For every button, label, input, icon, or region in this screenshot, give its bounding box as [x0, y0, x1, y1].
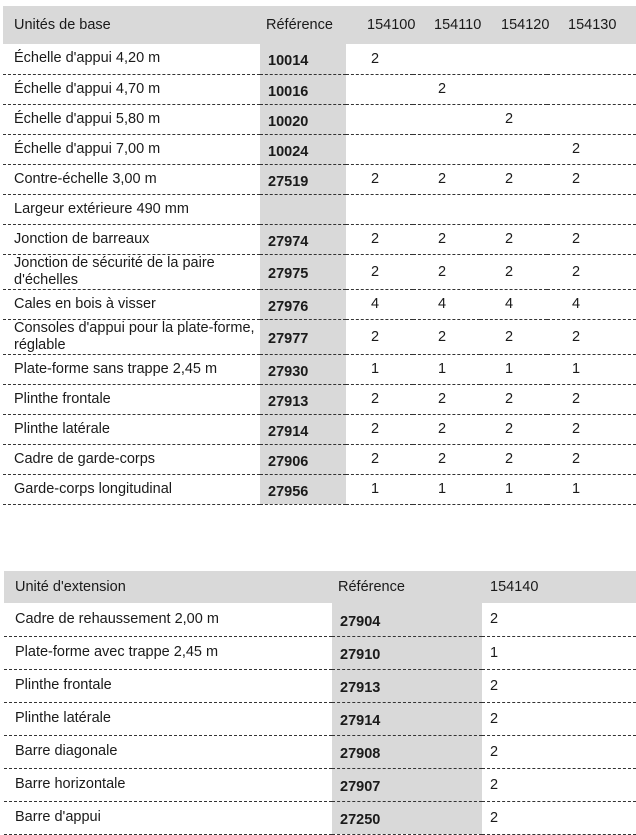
quantity-cell [547, 104, 636, 134]
quantity-cell: 2 [480, 224, 547, 254]
quantity-cell: 2 [346, 254, 413, 289]
quantity-cell: 4 [480, 289, 547, 319]
header-col-154130: 154130 [547, 6, 636, 44]
quantity-cell: 2 [482, 603, 636, 636]
item-name: Plinthe latérale [3, 414, 260, 444]
item-reference: 10020 [260, 104, 346, 134]
quantity-cell [346, 134, 413, 164]
item-reference: 27904 [332, 603, 482, 636]
quantity-cell [547, 44, 636, 74]
quantity-cell: 4 [547, 289, 636, 319]
table-row [3, 44, 636, 74]
item-name: Échelle d'appui 4,20 m [3, 44, 260, 74]
table-row [4, 801, 636, 834]
table-row [3, 254, 636, 289]
quantity-cell: 2 [547, 254, 636, 289]
quantity-cell [547, 74, 636, 104]
quantity-cell: 2 [346, 384, 413, 414]
quantity-cell [346, 194, 413, 224]
table-row [4, 636, 636, 669]
quantity-cell [413, 104, 480, 134]
item-reference: 27519 [260, 164, 346, 194]
item-name: Barre horizontale [4, 768, 332, 801]
table-row [3, 319, 636, 354]
quantity-cell: 2 [480, 254, 547, 289]
quantity-cell: 2 [547, 384, 636, 414]
item-name: Largeur extérieure 490 mm [3, 194, 260, 224]
quantity-cell: 2 [413, 384, 480, 414]
header-reference-ext: Référence [332, 571, 482, 603]
item-name: Barre diagonale [4, 735, 332, 768]
item-name: Plinthe frontale [3, 384, 260, 414]
quantity-cell: 1 [480, 474, 547, 504]
quantity-cell: 2 [346, 224, 413, 254]
quantity-cell: 4 [346, 289, 413, 319]
quantity-cell: 1 [547, 354, 636, 384]
header-col-154120: 154120 [480, 6, 547, 44]
item-name: Échelle d'appui 4,70 m [3, 74, 260, 104]
quantity-cell: 2 [547, 164, 636, 194]
quantity-cell: 2 [547, 134, 636, 164]
quantity-cell: 2 [482, 702, 636, 735]
quantity-cell: 2 [482, 801, 636, 834]
item-name: Plinthe frontale [4, 669, 332, 702]
item-reference: 27975 [260, 254, 346, 289]
item-name: Jonction de barreaux [3, 224, 260, 254]
quantity-cell: 2 [413, 224, 480, 254]
quantity-cell: 2 [480, 414, 547, 444]
item-name: Plinthe latérale [4, 702, 332, 735]
quantity-cell [480, 74, 547, 104]
quantity-cell: 2 [346, 164, 413, 194]
table-row [4, 768, 636, 801]
item-name: Garde-corps longitudinal [3, 474, 260, 504]
quantity-cell: 2 [482, 669, 636, 702]
quantity-cell: 1 [413, 354, 480, 384]
item-reference: 27974 [260, 224, 346, 254]
item-name: Jonction de sécurité de la paire d'échelles [3, 254, 260, 289]
item-reference: 27914 [260, 414, 346, 444]
quantity-cell: 2 [346, 414, 413, 444]
item-reference: 27976 [260, 289, 346, 319]
item-reference: 27906 [260, 444, 346, 474]
item-reference: 27977 [260, 319, 346, 354]
quantity-cell: 2 [346, 319, 413, 354]
quantity-cell: 2 [482, 768, 636, 801]
table-row [3, 104, 636, 134]
quantity-cell: 2 [346, 444, 413, 474]
table-row [3, 354, 636, 384]
item-name: Contre-échelle 3,00 m [3, 164, 260, 194]
extension-units-table [4, 571, 636, 835]
quantity-cell [413, 194, 480, 224]
item-name: Cadre de garde-corps [3, 444, 260, 474]
item-reference: 10016 [260, 74, 346, 104]
item-reference: 27908 [332, 735, 482, 768]
quantity-cell: 2 [413, 74, 480, 104]
item-name: Consoles d'appui pour la plate-forme, réglable [3, 319, 260, 354]
quantity-cell: 2 [480, 104, 547, 134]
table-row [3, 164, 636, 194]
quantity-cell [346, 104, 413, 134]
item-name: Plate-forme avec trappe 2,45 m [4, 636, 332, 669]
quantity-cell: 2 [413, 319, 480, 354]
item-reference: 27930 [260, 354, 346, 384]
table-row [3, 414, 636, 444]
item-reference: 27907 [332, 768, 482, 801]
quantity-cell: 2 [547, 444, 636, 474]
quantity-cell [547, 194, 636, 224]
quantity-cell: 2 [480, 384, 547, 414]
table-row [3, 444, 636, 474]
table-row [3, 289, 636, 319]
item-reference: 27956 [260, 474, 346, 504]
quantity-cell [480, 194, 547, 224]
quantity-cell: 2 [413, 444, 480, 474]
table-row [4, 603, 636, 636]
quantity-cell: 2 [346, 44, 413, 74]
quantity-cell [480, 44, 547, 74]
table-row [4, 669, 636, 702]
base-units-table [3, 6, 636, 505]
table-row [3, 134, 636, 164]
table-row [4, 702, 636, 735]
quantity-cell: 2 [480, 444, 547, 474]
item-reference: 27914 [332, 702, 482, 735]
item-reference: 27910 [332, 636, 482, 669]
item-name: Cadre de rehaussement 2,00 m [4, 603, 332, 636]
quantity-cell [346, 74, 413, 104]
header-col-154100: 154100 [346, 6, 413, 44]
quantity-cell: 2 [413, 414, 480, 444]
item-name: Plate-forme sans trappe 2,45 m [3, 354, 260, 384]
quantity-cell [413, 134, 480, 164]
item-reference [260, 194, 346, 224]
quantity-cell: 2 [547, 414, 636, 444]
quantity-cell: 1 [547, 474, 636, 504]
header-col-154140: 154140 [482, 571, 636, 603]
quantity-cell: 2 [480, 164, 547, 194]
item-reference: 27913 [332, 669, 482, 702]
table-row [3, 474, 636, 504]
quantity-cell: 2 [547, 224, 636, 254]
table-row [3, 194, 636, 224]
quantity-cell: 2 [413, 164, 480, 194]
quantity-cell: 2 [482, 735, 636, 768]
quantity-cell: 1 [346, 474, 413, 504]
quantity-cell: 2 [547, 319, 636, 354]
quantity-cell [480, 134, 547, 164]
quantity-cell: 2 [413, 254, 480, 289]
header-extension-units: Unité d'extension [4, 571, 332, 603]
item-reference: 27913 [260, 384, 346, 414]
table-row [4, 735, 636, 768]
item-reference: 27250 [332, 801, 482, 834]
quantity-cell: 4 [413, 289, 480, 319]
header-base-units: Unités de base [3, 6, 260, 44]
quantity-cell [413, 44, 480, 74]
item-reference: 10014 [260, 44, 346, 74]
item-name: Barre d'appui [4, 801, 332, 834]
quantity-cell: 1 [413, 474, 480, 504]
item-name: Échelle d'appui 5,80 m [3, 104, 260, 134]
quantity-cell: 1 [480, 354, 547, 384]
table-row [3, 224, 636, 254]
header-reference: Référence [260, 6, 346, 44]
item-name: Échelle d'appui 7,00 m [3, 134, 260, 164]
item-reference: 10024 [260, 134, 346, 164]
header-col-154110: 154110 [413, 6, 480, 44]
quantity-cell: 2 [480, 319, 547, 354]
quantity-cell: 1 [346, 354, 413, 384]
quantity-cell: 1 [482, 636, 636, 669]
table-row [3, 384, 636, 414]
table-row [3, 74, 636, 104]
item-name: Cales en bois à visser [3, 289, 260, 319]
